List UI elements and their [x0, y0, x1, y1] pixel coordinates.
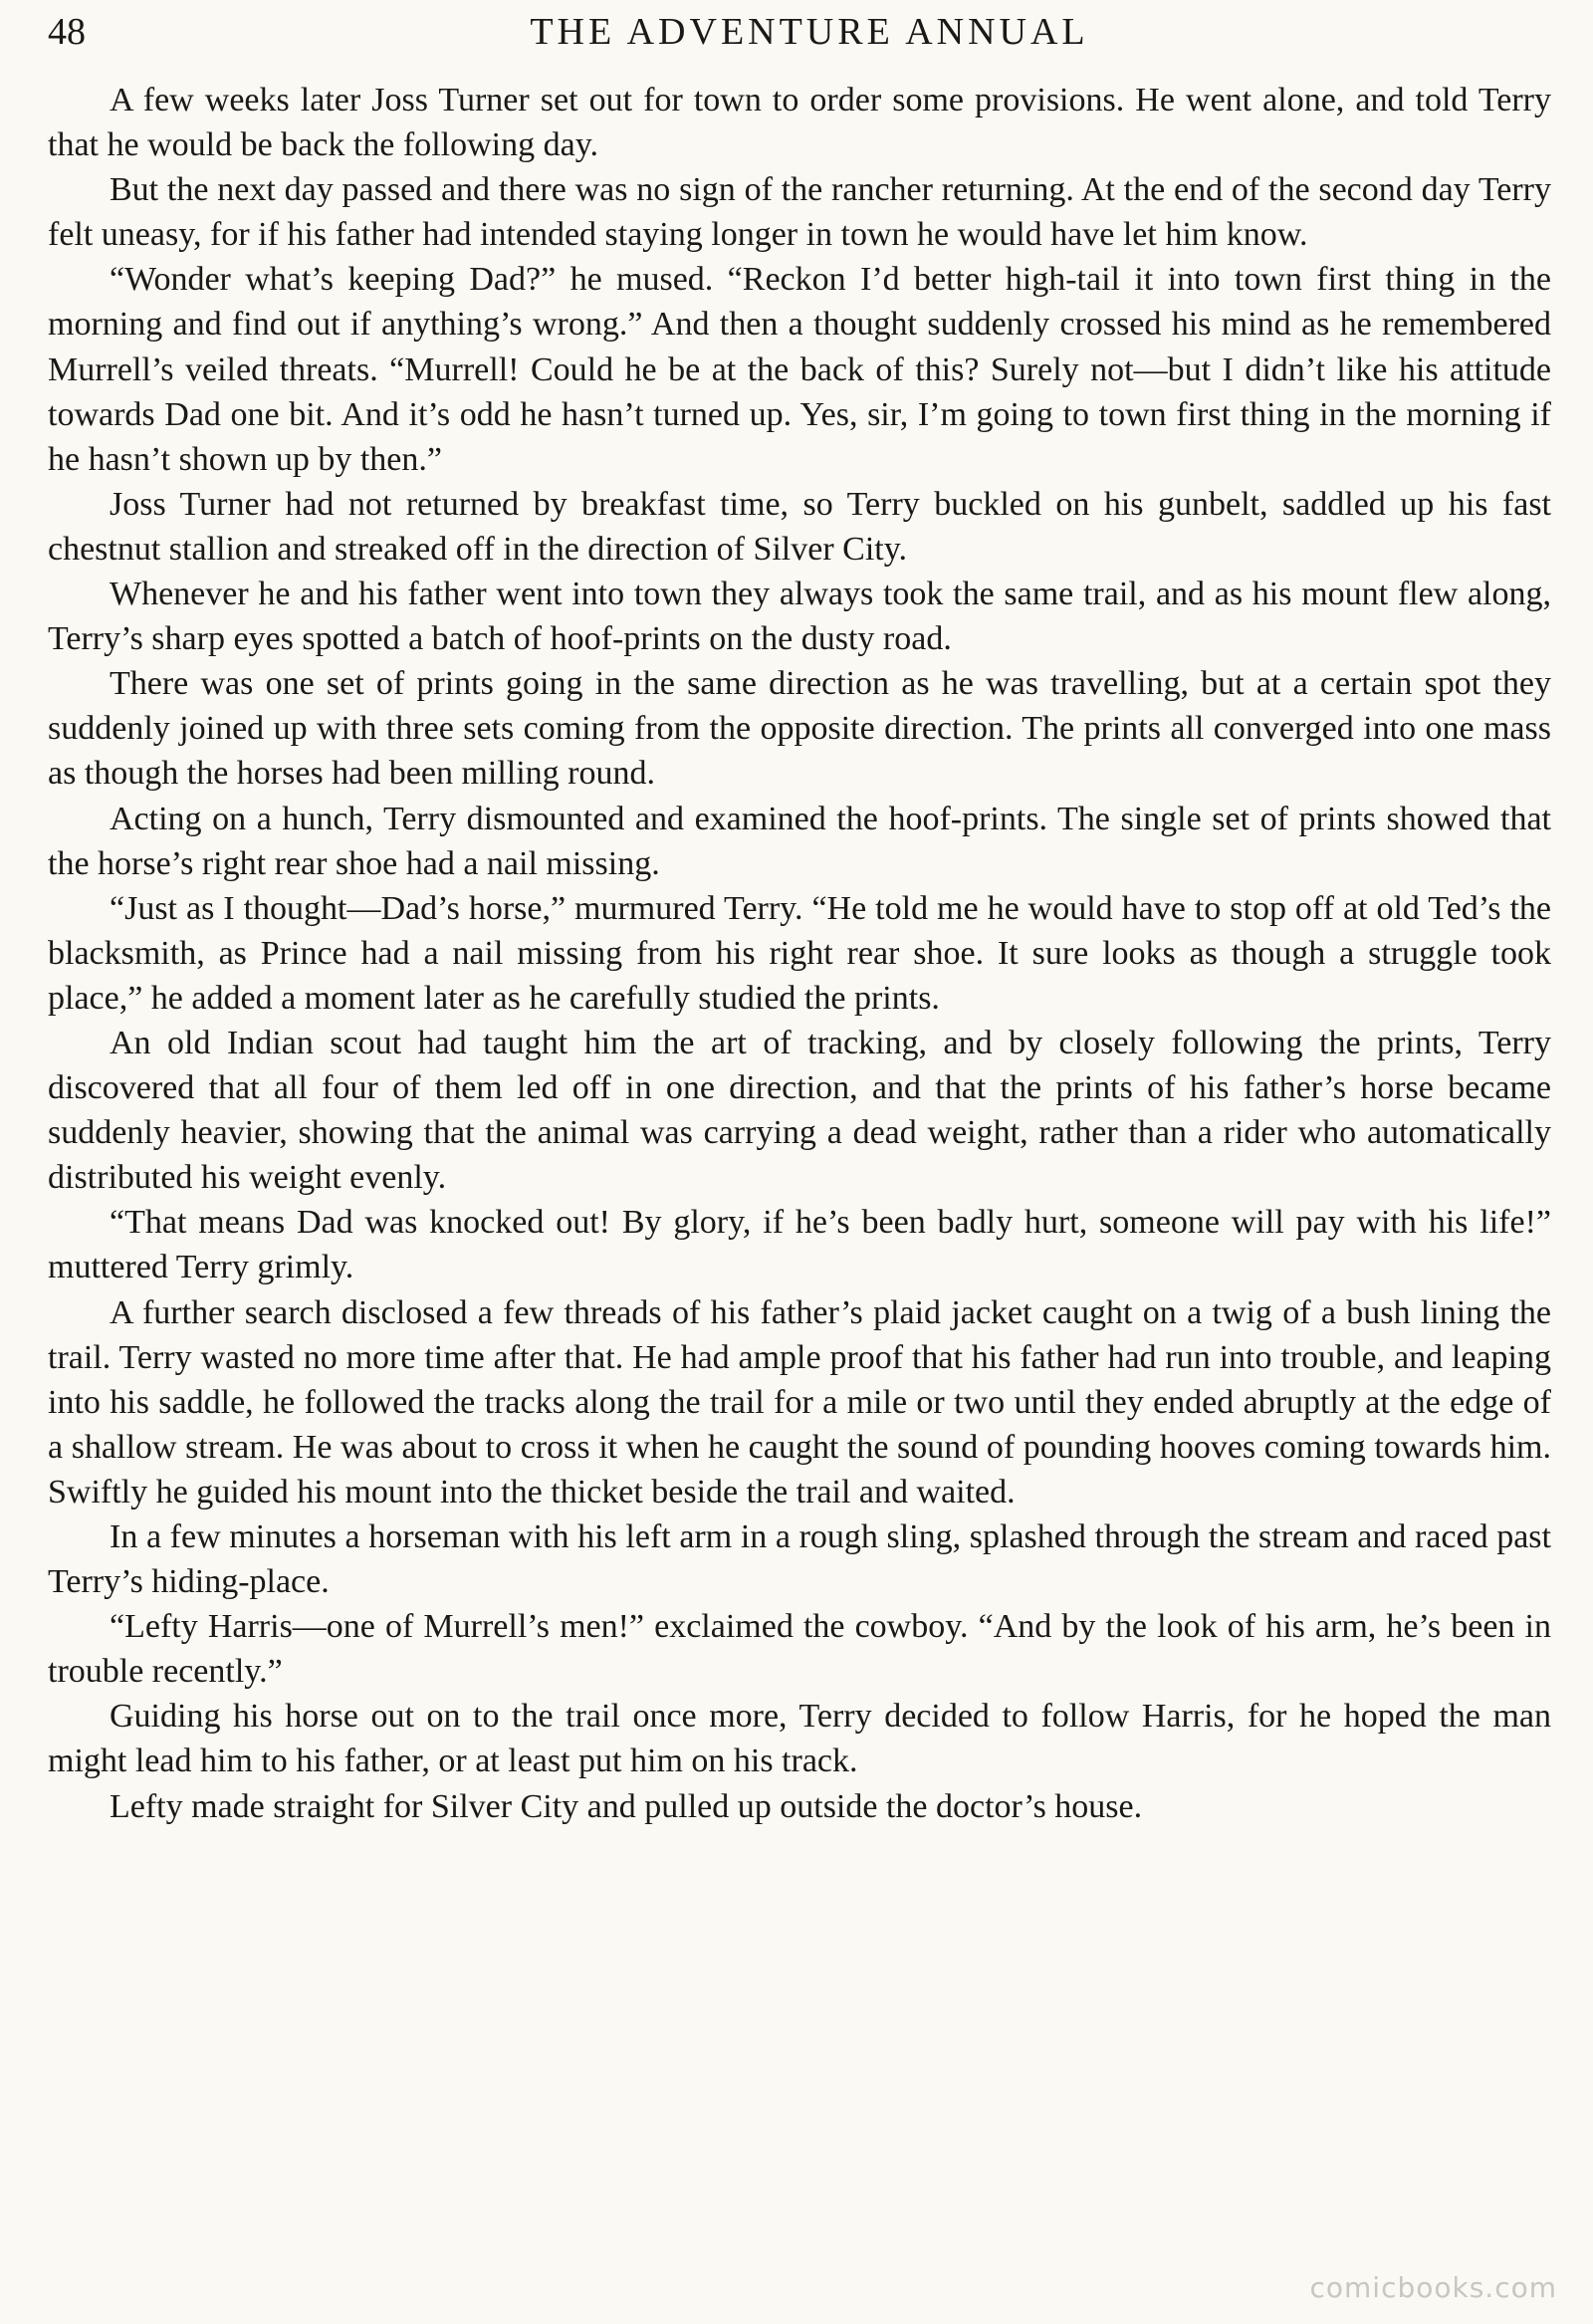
- paragraph: Acting on a hunch, Terry dismounted and examined the hoof-prints. The single set of prints showed that the horse’s right rear shoe had a nail missing.: [48, 800, 1551, 882]
- book-page: [48, 0, 1551, 1829]
- paragraph: Lefty made straight for Silver City and pulled up outside the doctor’s house.: [110, 1787, 1143, 1825]
- page-number: 48: [48, 11, 86, 53]
- paragraph: But the next day passed and there was no sign of the rancher returning. At the end of the second day Terry felt uneasy, for if his father had intended staying longer in town he would have let him know.: [48, 171, 1551, 254]
- page-header: [48, 0, 1551, 64]
- paragraph: There was one set of prints going in the same direction as he was travelling, but at a certain spot they suddenly joined up with three sets coming from the opposite direction. The prints all converged into one mass as though the horses had been milling round.: [48, 665, 1551, 793]
- paragraph: An old Indian scout had taught him the art of tracking, and by closely following the prints, Terry discovered that all four of them led off in one direction, and that the prints of his father’s horse became suddenly heavier, showing that the animal was carrying a dead weight, rather than a rider who automatically distributed his weight evenly.: [48, 1024, 1551, 1197]
- paragraph: “Lefty Harris—one of Murrell’s men!” exclaimed the cowboy. “And by the look of his arm, he’s been in trouble recently.”: [48, 1608, 1551, 1691]
- paragraph: In a few minutes a horseman with his left arm in a rough sling, splashed through the stream and raced past Terry’s hiding-place.: [48, 1518, 1551, 1601]
- running-head-title: THE ADVENTURE ANNUAL: [530, 11, 1089, 53]
- paragraph: “Wonder what’s keeping Dad?” he mused. “Reckon I’d better high-tail it into town first thing in the morning and find out if anything’s wrong.” And then a thought suddenly crossed his mind as he remembered Murrell’s veiled threats. “Murrell! Could he be at the back of this? Surely not—but I didn’t like his attitude towards Dad one bit. And it’s odd he hasn’t turned up. Yes, sir, I’m going to town first thing in the morning if he hasn’t shown up by then.”: [48, 261, 1551, 478]
- paragraph: Whenever he and his father went into town they always took the same trail, and as his mount flew along, Terry’s sharp eyes spotted a batch of hoof-prints on the dusty road.: [48, 576, 1551, 658]
- paragraph: Joss Turner had not returned by breakfast time, so Terry buckled on his gunbelt, saddled up his fast chestnut stallion and streaked off in the direction of Silver City.: [48, 485, 1551, 568]
- watermark: comicbooks.com: [1309, 2271, 1557, 2304]
- paragraph: Guiding his horse out on to the trail once more, Terry decided to follow Harris, for he hoped the man might lead him to his father, or at least put him on his track.: [48, 1698, 1551, 1780]
- paragraph: “Just as I thought—Dad’s horse,” murmured Terry. “He told me he would have to stop off at old Ted’s the blacksmith, as Prince had a nail missing from his right rear shoe. It sure looks as though a struggle took place,” he added a moment later as he carefully studied the prints.: [48, 889, 1551, 1017]
- paragraph: A further search disclosed a few threads of his father’s plaid jacket caught on a twig of a bush lining the trail. Terry wasted no more time after that. He had ample proof that his father had run into trouble, and leaping into his saddle, he followed the tracks along the trail for a mile or two until they ended abruptly at the edge of a shallow stream. He was about to cross it when he caught the sound of pounding hooves coming towards him. Swiftly he guided his mount into the thicket beside the trail and waited.: [48, 1293, 1551, 1511]
- paragraph: A few weeks later Joss Turner set out for town to order some provisions. He went alone, and told Terry that he would be back the following day.: [48, 82, 1551, 164]
- story-body: [48, 78, 1551, 1829]
- paragraph: “That means Dad was knocked out! By glory, if he’s been badly hurt, someone will pay with his life!” muttered Terry grimly.: [48, 1204, 1551, 1286]
